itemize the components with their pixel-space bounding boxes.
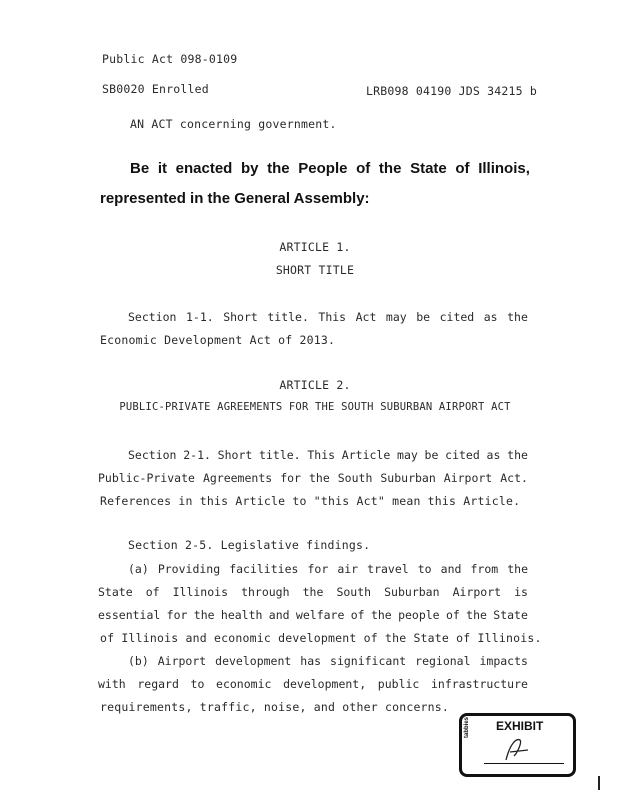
word: facilities [229, 562, 299, 576]
act-title: AN ACT concerning government. [130, 117, 337, 131]
word: 2-1. [183, 448, 211, 462]
word: be [424, 448, 439, 462]
word: be [416, 310, 431, 324]
para-a-line2 [98, 585, 528, 599]
word: significant [330, 654, 407, 668]
word: is [514, 585, 528, 599]
word: regional [415, 654, 471, 668]
word: impacts [479, 654, 528, 668]
word: Illinois, [478, 160, 530, 177]
enacting-clause-line1 [130, 160, 530, 177]
section-2-1-line1 [128, 448, 528, 462]
word: Public-Private [98, 471, 195, 485]
word: as [486, 448, 501, 462]
article-2-heading: ARTICLE 2. [279, 378, 351, 392]
word: health [220, 608, 263, 622]
word: the [267, 160, 290, 177]
word: People [298, 160, 348, 177]
exhibit-signature-mark [502, 734, 532, 764]
word: and [440, 562, 462, 576]
word: enacted [175, 160, 233, 177]
word: Be [130, 160, 150, 177]
word: with [98, 677, 126, 691]
section-2-1-line2 [98, 471, 528, 485]
section-1-1-line2: Economic Development Act of 2013. [100, 333, 336, 347]
word: Illinois [172, 585, 228, 599]
word: State [493, 608, 528, 622]
word: economic [216, 677, 272, 691]
word: through [241, 585, 290, 599]
word: This [307, 448, 336, 462]
word: may [385, 310, 407, 324]
word: the [507, 448, 528, 462]
exhibit-sticker [459, 713, 576, 777]
para-b-line2 [98, 677, 528, 691]
word: cited [439, 310, 475, 324]
section-2-1-line3: References in this Article to "this Act" mean this Article. [100, 494, 521, 508]
word: Suburban [384, 585, 440, 599]
word: Agreements [202, 471, 273, 485]
para-a-line1 [128, 562, 528, 576]
word: by [240, 160, 259, 177]
article-2-title: PUBLIC-PRIVATE AGREEMENTS FOR THE SOUTH SUBURBAN AIRPORT ACT [119, 401, 511, 413]
word: the [466, 608, 487, 622]
exhibit-vertical-text: tabbies [464, 716, 470, 738]
word: State [98, 585, 133, 599]
enacting-clause-line2: represented in the General Assembly: [100, 190, 370, 207]
public-act-number: Public Act 098-0109 [102, 52, 238, 66]
word: Act [355, 310, 377, 324]
word: of [145, 585, 160, 599]
word: title. [259, 448, 301, 462]
word: the [302, 585, 324, 599]
word: of [445, 608, 460, 622]
word: Act. [500, 471, 528, 485]
word: Suburban [380, 471, 436, 485]
word: Short [223, 310, 258, 324]
word: people [398, 608, 440, 622]
word: Article [341, 448, 391, 462]
article-1-title: SHORT TITLE [275, 263, 355, 277]
word: the [193, 608, 215, 622]
word: State [410, 160, 447, 177]
word: for [280, 471, 301, 485]
word: of [356, 160, 371, 177]
para-b-line1 [128, 654, 528, 668]
word: South [337, 471, 373, 485]
word: as [483, 310, 498, 324]
bill-id-right: LRB098 04190 JDS 34215 b [366, 84, 537, 98]
word: South [336, 585, 372, 599]
bill-id-left: SB0020 Enrolled [102, 82, 209, 96]
word: welfare [295, 608, 345, 622]
word: the [370, 608, 392, 622]
word: Airport [443, 471, 493, 485]
word: to [417, 562, 432, 576]
word: cited [445, 448, 480, 462]
word: (b) [128, 654, 149, 668]
word: of [455, 160, 470, 177]
exhibit-label: EXHIBIT [496, 719, 544, 733]
word: infrastructure [430, 677, 528, 691]
word: This [318, 310, 347, 324]
word: the [378, 160, 402, 177]
para-b-line3: requirements, traffic, noise, and other concerns. [100, 700, 450, 714]
word: has [300, 654, 322, 668]
word: (a) [128, 562, 149, 576]
word: the [507, 562, 528, 576]
word: Section [128, 448, 177, 462]
section-1-1-line1 [128, 310, 528, 324]
word: Airport [157, 654, 207, 668]
scan-edge-mark [598, 776, 600, 790]
word: Airport [452, 585, 502, 599]
word: regard [137, 677, 179, 691]
section-2-5-heading: Section 2-5. Legislative findings. [128, 538, 371, 552]
word: from [470, 562, 499, 576]
word: the [308, 471, 330, 485]
word: may [397, 448, 418, 462]
exhibit-signature-line [484, 763, 564, 764]
word: 1-1. [185, 310, 214, 324]
word: Providing [157, 562, 221, 576]
word: for [166, 608, 188, 622]
word: development [215, 654, 292, 668]
word: development, [283, 677, 367, 691]
para-a-line4: of Illinois and economic development of the State of Illinois. [100, 631, 542, 645]
word: for [307, 562, 329, 576]
word: travel [367, 562, 409, 576]
word: to [190, 677, 205, 691]
word: and [268, 608, 290, 622]
word: Short [217, 448, 253, 462]
word: of [350, 608, 365, 622]
word: the [507, 310, 528, 324]
word: it [157, 160, 167, 177]
word: public [377, 677, 420, 691]
word: title. [267, 310, 309, 324]
word: Section [128, 310, 177, 324]
article-1-heading: ARTICLE 1. [279, 240, 351, 254]
word: essential [98, 608, 161, 622]
para-a-line3 [98, 608, 528, 622]
word: air [337, 562, 359, 576]
